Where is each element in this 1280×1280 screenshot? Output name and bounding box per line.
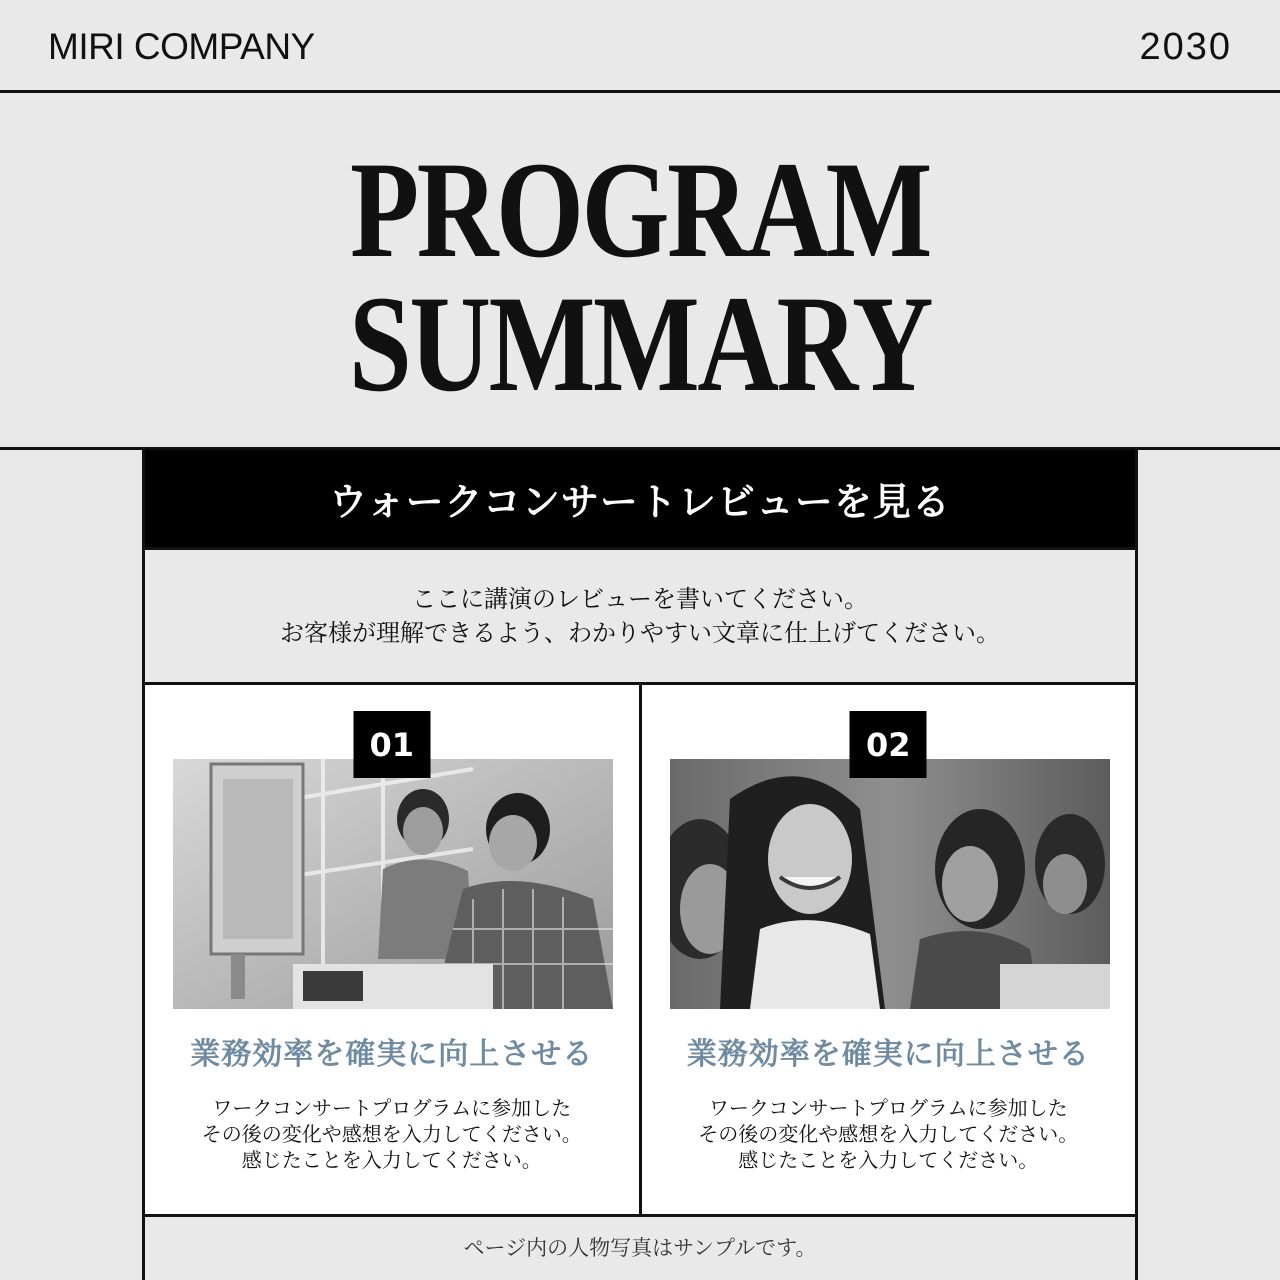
card-description <box>642 1095 1136 1173</box>
card-title: 業務効率を確実に向上させる <box>686 1037 1090 1072</box>
top-bar <box>0 0 1280 93</box>
hero-title-line-1: PROGRAM <box>350 133 930 286</box>
card-description-line: ワークコンサートプログラムに参加した <box>212 1096 572 1120</box>
card-number-badge: 02 <box>850 711 927 778</box>
photo-office-team <box>173 759 613 1009</box>
year-label: 2030 <box>1139 26 1232 68</box>
card-title: 業務効率を確実に向上させる <box>190 1037 594 1072</box>
card-02 <box>639 685 1136 1214</box>
review-panel <box>142 450 1138 1280</box>
card-description-line: ワークコンサートプログラムに参加した <box>708 1096 1068 1120</box>
card-01 <box>145 685 639 1214</box>
panel-heading: ウォークコンサートレビューを見る <box>145 450 1135 547</box>
card-grid <box>145 685 1135 1217</box>
footer-note: ページ内の人物写真はサンプルです。 <box>463 1236 817 1260</box>
card-description <box>145 1095 639 1173</box>
card-description-line: 感じたことを入力してください。 <box>738 1148 1039 1172</box>
brand-name: MIRI COMPANY <box>48 26 315 67</box>
card-description-line: その後の変化や感想を入力してください。 <box>698 1122 1079 1146</box>
intro-text <box>145 547 1135 685</box>
hero-title <box>0 93 1280 450</box>
intro-line-2: お客様が理解できるよう、わかりやすい文章に仕上げてください。 <box>280 619 1000 647</box>
photo-smiling-students <box>670 759 1110 1009</box>
card-description-line: 感じたことを入力してください。 <box>241 1148 542 1172</box>
card-number-badge: 01 <box>353 711 430 778</box>
hero-title-line-2: SUMMARY <box>348 267 932 420</box>
card-description-line: その後の変化や感想を入力してください。 <box>201 1122 582 1146</box>
intro-line-1: ここに講演のレビューを書いてください。 <box>412 585 868 613</box>
